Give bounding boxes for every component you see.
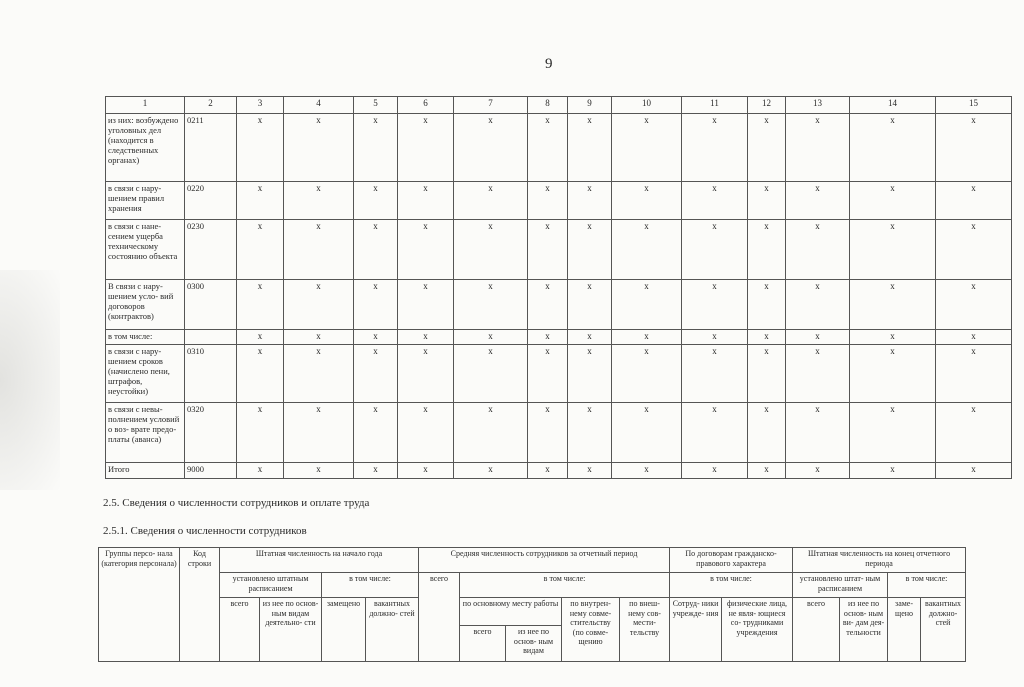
table-row: [106, 345, 1012, 403]
row-value: x: [612, 280, 682, 330]
row-value: x: [786, 403, 850, 463]
row-value: x: [936, 330, 1012, 345]
row-value: x: [612, 182, 682, 220]
table-staff: [98, 547, 966, 662]
row-value: x: [284, 114, 354, 182]
row-value: x: [786, 220, 850, 280]
table1-header-cell: 5: [354, 97, 398, 114]
row-value: x: [748, 330, 786, 345]
row-value: x: [568, 114, 612, 182]
row-value: x: [284, 345, 354, 403]
row-label: В связи с нару- шением усло- вий договоров (контрактов): [106, 280, 185, 330]
table1-header-cell: 13: [786, 97, 850, 114]
table1-header-cell: 12: [748, 97, 786, 114]
row-value: x: [612, 463, 682, 479]
row-value: x: [682, 330, 748, 345]
row-value: x: [237, 182, 284, 220]
row-code: [185, 330, 237, 345]
row-value: x: [936, 182, 1012, 220]
table-row: [106, 114, 1012, 182]
row-value: x: [528, 463, 568, 479]
row-value: x: [354, 403, 398, 463]
col-staff-end: Штатная численность на конец отчетного периода: [793, 548, 966, 573]
row-value: x: [398, 403, 454, 463]
table1-header-cell: 7: [454, 97, 528, 114]
row-value: x: [748, 182, 786, 220]
row-value: x: [612, 114, 682, 182]
row-value: x: [612, 220, 682, 280]
row-value: x: [786, 182, 850, 220]
row-value: x: [354, 182, 398, 220]
row-value: x: [237, 220, 284, 280]
col-filled-end: заме- щено: [888, 598, 921, 662]
row-value: x: [682, 403, 748, 463]
row-value: x: [612, 330, 682, 345]
row-value: x: [568, 330, 612, 345]
row-value: x: [284, 182, 354, 220]
row-value: x: [284, 220, 354, 280]
row-value: x: [748, 463, 786, 479]
col-main-place: по основному месту работы: [460, 598, 562, 626]
row-label: из них: возбуждено уголовных дел (находится в следственных органах): [106, 114, 185, 182]
table1-header-cell: 4: [284, 97, 354, 114]
scan-shadow: [0, 270, 60, 490]
row-value: x: [786, 330, 850, 345]
row-value: x: [748, 345, 786, 403]
row-value: x: [528, 220, 568, 280]
row-value: x: [568, 182, 612, 220]
col-vacant-end: вакантных должно- стей: [921, 598, 966, 662]
col-total: всего: [220, 598, 260, 662]
table1-header-cell: 8: [528, 97, 568, 114]
row-value: x: [454, 403, 528, 463]
row-value: x: [936, 345, 1012, 403]
row-value: x: [682, 182, 748, 220]
table-row: [106, 330, 1012, 345]
row-value: x: [682, 280, 748, 330]
row-value: x: [850, 403, 936, 463]
table1-header-cell: 2: [185, 97, 237, 114]
row-value: x: [237, 345, 284, 403]
col-staff-start: Штатная численность на начало года: [220, 548, 419, 573]
row-value: x: [850, 114, 936, 182]
col-total-end: всего: [793, 598, 840, 662]
row-value: x: [568, 463, 612, 479]
col-filled: замещено: [322, 598, 366, 662]
row-value: x: [398, 330, 454, 345]
row-value: x: [936, 114, 1012, 182]
row-value: x: [936, 403, 1012, 463]
row-value: x: [568, 280, 612, 330]
row-value: x: [284, 280, 354, 330]
table1-header-cell: 14: [850, 97, 936, 114]
row-label: в том числе:: [106, 330, 185, 345]
row-value: x: [850, 330, 936, 345]
row-value: x: [936, 220, 1012, 280]
row-value: x: [354, 280, 398, 330]
row-value: x: [398, 463, 454, 479]
col-incl-end: в том числе:: [888, 573, 966, 598]
row-value: x: [398, 220, 454, 280]
row-value: x: [682, 114, 748, 182]
row-label: Итого: [106, 463, 185, 479]
col-main-incl: из нее по основ- ным видам: [506, 626, 562, 662]
row-value: x: [237, 403, 284, 463]
row-value: x: [354, 114, 398, 182]
table-row: [106, 403, 1012, 463]
table-row: [106, 220, 1012, 280]
row-value: x: [528, 280, 568, 330]
row-value: x: [454, 182, 528, 220]
row-value: x: [354, 463, 398, 479]
row-value: x: [398, 182, 454, 220]
table-row: [106, 280, 1012, 330]
row-value: x: [237, 463, 284, 479]
table1-header-cell: 15: [936, 97, 1012, 114]
table1-header-cell: 6: [398, 97, 454, 114]
col-groups: Группы персо- нала (категория персонала): [99, 548, 180, 662]
row-value: x: [682, 220, 748, 280]
row-value: x: [284, 403, 354, 463]
row-value: x: [748, 114, 786, 182]
col-internal: по внутрен- нему совме- стительству (по совме- щению: [562, 598, 620, 662]
col-employees: Сотруд- ники учрежде- ния: [670, 598, 722, 662]
page-number: 9: [545, 56, 553, 72]
row-value: x: [850, 463, 936, 479]
row-value: x: [568, 345, 612, 403]
row-value: x: [354, 330, 398, 345]
row-value: x: [354, 220, 398, 280]
row-code: 0220: [185, 182, 237, 220]
row-code: 0230: [185, 220, 237, 280]
row-value: x: [454, 330, 528, 345]
row-value: x: [237, 330, 284, 345]
row-value: x: [398, 114, 454, 182]
col-code: Код строки: [180, 548, 220, 662]
row-value: x: [354, 345, 398, 403]
table-row: [106, 182, 1012, 220]
row-code: 0320: [185, 403, 237, 463]
table-row: [106, 463, 1012, 479]
row-value: x: [454, 220, 528, 280]
row-label: в связи с невы- полнением условий о воз- врате предо- платы (аванса): [106, 403, 185, 463]
section-heading-2-5-1: 2.5.1. Сведения о численности сотрудников: [103, 525, 307, 537]
row-value: x: [850, 220, 936, 280]
table1-header-cell: 11: [682, 97, 748, 114]
row-value: x: [454, 463, 528, 479]
row-value: x: [850, 345, 936, 403]
row-value: x: [748, 403, 786, 463]
col-established-end: установлено штат- ным расписанием: [793, 573, 888, 598]
row-value: x: [398, 280, 454, 330]
row-value: x: [454, 345, 528, 403]
row-value: x: [528, 330, 568, 345]
row-code: 0211: [185, 114, 237, 182]
row-value: x: [936, 463, 1012, 479]
row-value: x: [748, 220, 786, 280]
table1-header-cell: 3: [237, 97, 284, 114]
col-incl-main-end: из нее по основ- ным ви- дам дея- тельности: [840, 598, 888, 662]
row-value: x: [786, 114, 850, 182]
table1-header-cell: 10: [612, 97, 682, 114]
col-avg-total: всего: [419, 573, 460, 662]
row-value: x: [612, 345, 682, 403]
table1-header-cell: 9: [568, 97, 612, 114]
row-label: в связи с нару- шением правил хранения: [106, 182, 185, 220]
row-value: x: [682, 463, 748, 479]
row-value: x: [454, 280, 528, 330]
row-label: в связи с нару- шением сроков (начислено пени, штрафов, неустойки): [106, 345, 185, 403]
col-vacant: вакантных должно- стей: [366, 598, 419, 662]
col-individuals: физические лица, не явля- ющиеся со- трудниками учреждения: [722, 598, 793, 662]
col-established: установлено штатным расписанием: [220, 573, 322, 598]
row-value: x: [454, 114, 528, 182]
table-claims: [105, 96, 1012, 479]
row-value: x: [568, 403, 612, 463]
row-value: x: [936, 280, 1012, 330]
col-avg: Средняя численность сотрудников за отчетный период: [419, 548, 670, 573]
row-code: 9000: [185, 463, 237, 479]
row-value: x: [528, 182, 568, 220]
col-avg-incl: в том числе:: [460, 573, 670, 598]
section-heading-2-5: 2.5. Сведения о численности сотрудников и оплате труда: [103, 497, 370, 509]
row-value: x: [528, 345, 568, 403]
col-external: по внеш- нему сов- мести- тельству: [620, 598, 670, 662]
row-value: x: [398, 345, 454, 403]
row-value: x: [786, 280, 850, 330]
col-main-total: всего: [460, 626, 506, 662]
row-value: x: [612, 403, 682, 463]
row-value: x: [237, 114, 284, 182]
row-value: x: [528, 403, 568, 463]
row-value: x: [786, 463, 850, 479]
row-value: x: [850, 280, 936, 330]
col-civil-incl: в том числе:: [670, 573, 793, 598]
row-label: в связи с нане- сением ущерба техническому состоянию объекта: [106, 220, 185, 280]
row-value: x: [284, 330, 354, 345]
row-value: x: [284, 463, 354, 479]
col-civil: По договорам гражданско- правового характера: [670, 548, 793, 573]
row-value: x: [682, 345, 748, 403]
row-value: x: [568, 220, 612, 280]
row-value: x: [786, 345, 850, 403]
table1-header-cell: 1: [106, 97, 185, 114]
row-value: x: [237, 280, 284, 330]
row-code: 0310: [185, 345, 237, 403]
row-value: x: [850, 182, 936, 220]
row-code: 0300: [185, 280, 237, 330]
row-value: x: [528, 114, 568, 182]
col-incl-main: из нее по основ- ным видам деятельно- сти: [260, 598, 322, 662]
row-value: x: [748, 280, 786, 330]
col-incl: в том числе:: [322, 573, 419, 598]
